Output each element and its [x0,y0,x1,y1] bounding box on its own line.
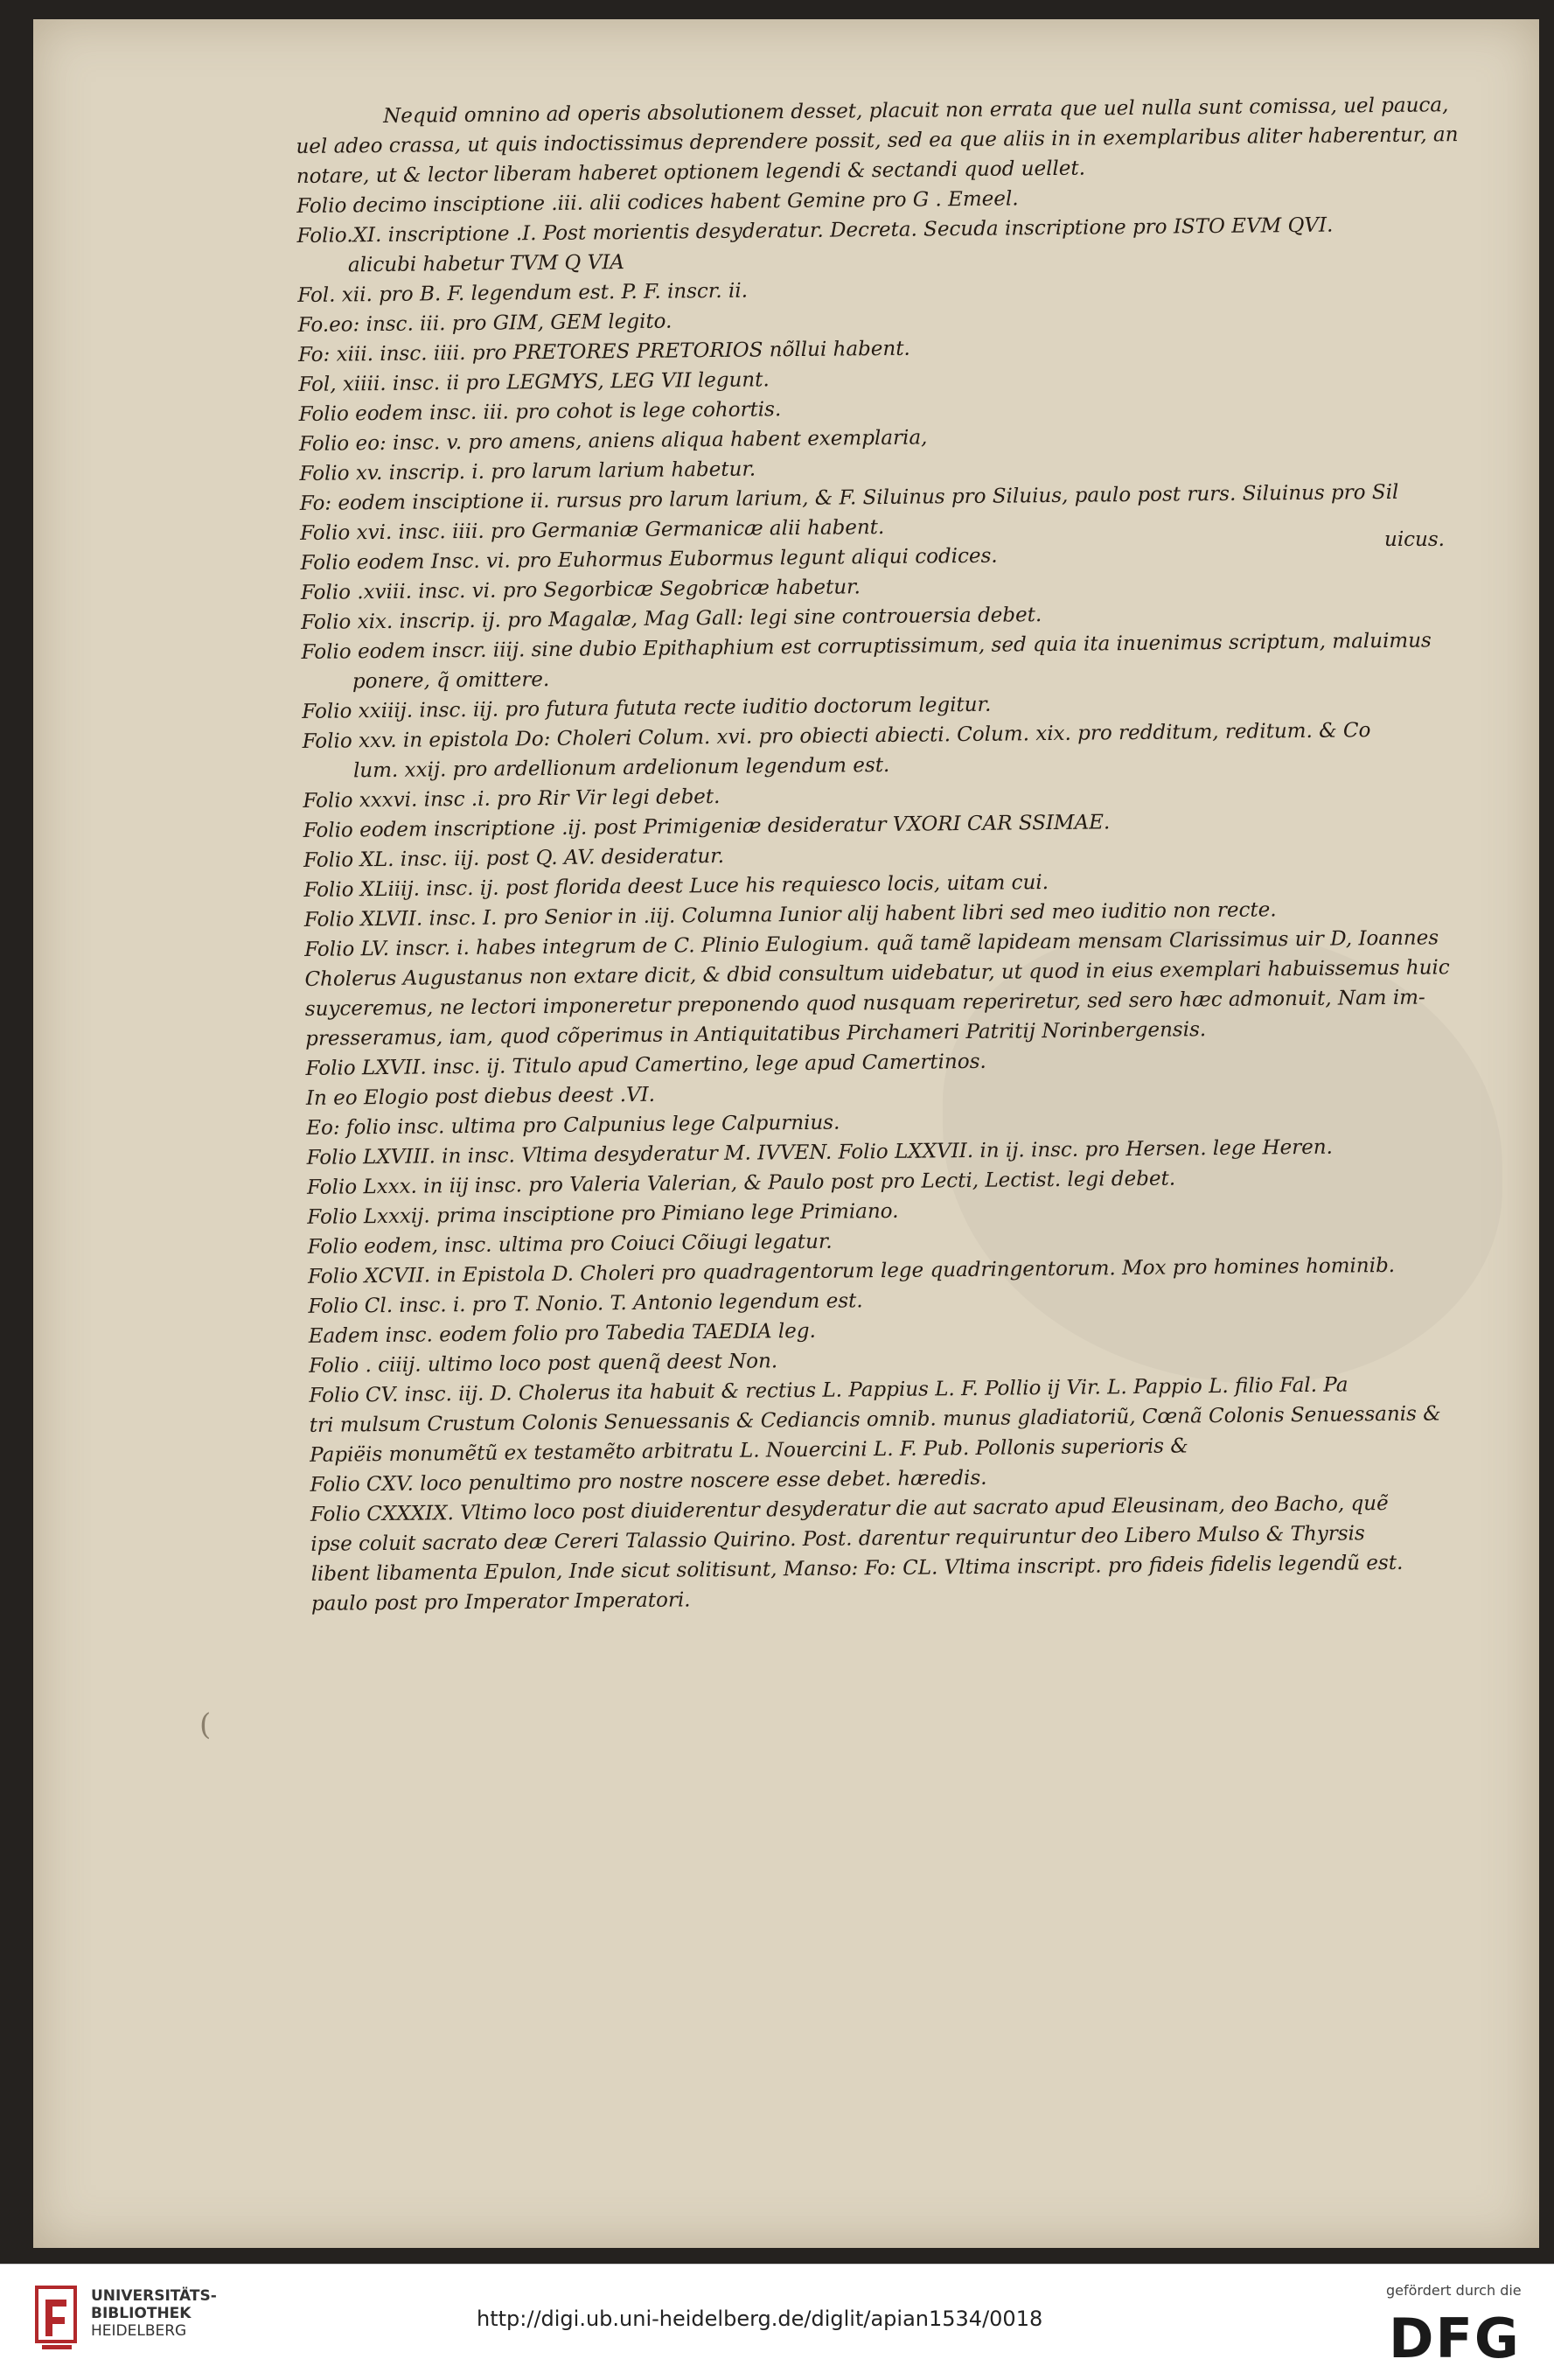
text-line: Fo.eo: insc. iii. pro GIM, GEM legito. [297,310,672,337]
text-line: Fo: xiii. insc. iiii. pro PRETORES PRETORIOS nõllui habent. [297,337,910,366]
text-line: Folio CV. insc. iij. D. Cholerus ita habuit & rectius L. Pappius L. F. Pollio ij Vir. L. Pappio L. filio Fal. Pa [309,1373,1348,1407]
text-line: Folio XL. insc. iij. post Q. AV. desideratur. [303,844,725,872]
text-line: Cholerus Augustanus non extare dicit, & dbid consultum uidebatur, ut quod in eius exemplari habuissemus huic [304,956,1450,991]
text-line: Folio Lxxxij. prima insciptione pro Pimiano lege Primiano. [307,1199,899,1229]
library-name-line2: BIBLIOTHEK [91,2305,192,2322]
text-line: Folio .xviii. insc. vi. pro Segorbicæ Segobricæ habetur. [300,576,861,604]
text-line: Folio eodem insc. iii. pro cohot is lege cohortis. [298,398,782,426]
viewer-footer [0,2264,1554,2380]
text-line: Folio Lxxx. in iij insc. pro Valeria Valerian, & Paulo post pro Lecti, Lectist. legi debet. [306,1167,1176,1199]
text-line: Eadem insc. eodem folio pro Tabedia TAEDIA leg. [308,1319,816,1348]
text-line: Eo: folio insc. ultima pro Calpunius lege Calpurnius. [306,1111,840,1140]
library-name-line3: HEIDELBERG [91,2322,187,2340]
library-name [91,2287,217,2340]
text-line: Folio xxiiij. insc. iij. pro futura fututa recte iuditio doctorum legitur. [302,693,992,723]
text-line: Folio xv. inscrip. i. pro larum larium habetur. [299,457,756,485]
text-line: lum. xxij. pro ardellionum ardelionum legendum est. [352,753,890,783]
text-line: Folio xxxvi. insc .i. pro Rir Vir legi debet. [303,785,721,813]
text-line: Folio eo: insc. v. pro amens, aniens aliqua habent exemplaria, [298,426,928,456]
funding-note: gefördert durch die [1386,2282,1522,2299]
text-line: Folio decimo insciptione .iii. alii codices habent Gemine pro G . Emeel. [296,187,1019,218]
text-line: Folio CXV. loco penultimo pro nostre noscere esse debet. hæredis. [310,1466,987,1497]
text-line: Folio CXXXIX. Vltimo loco post diuiderentur desyderatur die aut sacrato apud Eleusinam, deo Bacho, quẽ [310,1492,1389,1526]
text-line: Nequid omnino ad operis absolutionem desset, placuit non errata que uel nulla sunt comissa, uel pauca, [383,94,1449,128]
text-line: suyceremus, ne lectori imponeretur preponendo quod nusquam reperiretur, sed sero hæc admonuit, Nam im- [304,986,1425,1021]
text-line: Folio eodem Insc. vi. pro Euhormus Eubormus legunt aliqui codices. [300,544,998,575]
text-line: paulo post pro Imperator Imperatori. [310,1588,691,1616]
text-line: Folio eodem inscr. iiij. sine dubio Epithaphium est corruptissimum, sed quia ita inuenimus scriptum, maluimus [301,629,1432,664]
text-line: Fol. xii. pro B. F. legendum est. P. F. inscr. ii. [297,279,749,307]
text-line: Folio XLiiij. insc. ij. post florida deest Luce his requiesco locis, uitam cui. [303,871,1049,902]
text-line: ponere, q̃ omittere. [352,667,550,694]
text-line: Folio LXVII. insc. ij. Titulo apud Camertino, lege apud Camertinos. [305,1050,986,1080]
text-line: Folio xvi. insc. iiii. pro Germaniæ Germanicæ alii habent. [300,515,885,545]
text-line: Fo: eodem insciptione ii. rursus pro larum larium, & F. Siluinus pro Siluius, paulo post rurs. Siluinus pro Sil [299,480,1399,515]
text-line: Folio XLVII. insc. I. pro Senior in .iij. Columna Iunior alij habent libri sed meo iuditio non recte. [303,898,1277,932]
text-line: Papiëis monumẽtũ ex testamẽto arbitratu L. Nouercini L. F. Pub. Pollonis superioris & [310,1434,1188,1467]
text-line: Folio LXVIII. in insc. Vltima desyderatur M. IVVEN. Folio LXXVII. in ij. insc. pro Hersen. lege Heren. [306,1135,1334,1169]
text-line: presseramus, iam, quod cõperimus in Antiquitatibus Pirchameri Patritij Norinbergensis. [305,1018,1207,1050]
text-line: tri mulsum Crustum Colonis Senuessanis & Cediancis omnib. munus gladiatoriũ, Cœnã Colonis Senuessanis & [309,1402,1441,1437]
book-page [33,19,1539,2248]
margin-mark: ( [199,1707,212,1742]
text-line: notare, ut & lector liberam haberet optionem legendi & sectandi quod uellet. [296,157,1086,188]
text-line: Folio xxv. in epistola Do: Choleri Colum. xvi. pro obiecti abiecti. Colum. xix. pro redditum, reditum. & Co [302,719,1371,753]
text-line: Folio XCVII. in Epistola D. Choleri pro quadragentorum lege quadringentorum. Mox pro homines hominib. [307,1253,1396,1288]
text-line: Fol, xiiii. insc. ii pro LEGMYS, LEG VII legunt. [298,368,770,396]
text-line: alicubi habetur TVM Q VIA [347,251,625,277]
margin-note: uicus. [1384,528,1445,551]
text-line: libent libamenta Epulon, Inde sicut solitisunt, Manso: Fo: CL. Vltima inscript. pro fideis fidelis legendũ est. [310,1551,1404,1586]
dfg-logo: DFG [1389,2307,1521,2370]
text-line: Folio xix. inscrip. ij. pro Magalæ, Mag Gall: legi sine controuersia debet. [301,604,1042,634]
text-line: Folio . ciiij. ultimo loco post quenq̃ deest Non. [308,1350,778,1378]
text-line: Folio.XI. inscriptione .I. Post morientis desyderatur. Decreta. Secuda inscriptione pro ISTO EVM QVI. [296,213,1334,248]
university-library-logo-icon [33,2282,82,2357]
permalink-url[interactable]: http://digi.ub.uni-heidelberg.de/diglit/apian1534/0018 [477,2307,1043,2331]
text-line: uel adeo crassa, ut quis indoctissimus deprendere possit, sed ea que aliis in in exemplaribus aliter haberentur, an [296,123,1459,158]
text-line: Folio eodem inscriptione .ij. post Primigeniæ desideratur VXORI CAR SSIMAE. [303,811,1111,842]
text-line: Folio LV. inscr. i. habes integrum de C. Plinio Eulogium. quã tamẽ lapideam mensam Clarissimus uir D, Ioannes [304,926,1439,961]
text-line: In eo Elogio post diebus deest .VI. [305,1083,656,1110]
text-line: Folio eodem, insc. ultima pro Coiuci Cõiugi legatur. [307,1230,833,1259]
errata-text [296,90,1509,1619]
library-name-line1: UNIVERSITÄTS- [91,2287,217,2305]
text-line: Folio Cl. insc. i. pro T. Nonio. T. Antonio legendum est. [308,1289,863,1318]
text-line: ipse coluit sacrato deæ Cereri Talassio Quirino. Post. darentur requiruntur deo Libero Mulso & Thyrsis [310,1522,1365,1556]
